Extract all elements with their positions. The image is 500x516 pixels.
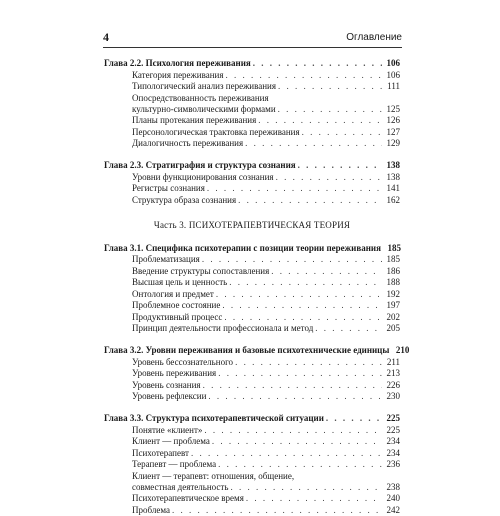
toc-entry[interactable]	[104, 300, 400, 311]
toc-page-number: 236	[386, 459, 400, 469]
toc-chapter-title: Глава 2.2. Психология переживания	[104, 58, 251, 68]
toc-page-number: 138	[386, 171, 400, 182]
toc-entry-title: Введение структуры сопоставления	[132, 265, 270, 276]
toc-chapter[interactable]	[104, 243, 400, 254]
toc-entry-title: Диалогичность переживания	[132, 138, 244, 148]
toc-entry-title: Персонологическая трактовка переживания	[132, 126, 300, 137]
toc-leader-dots	[278, 104, 382, 115]
toc-page-number: 111	[387, 81, 400, 91]
toc-entry[interactable]	[104, 312, 400, 323]
toc-entry[interactable]	[104, 323, 400, 334]
toc-leader-dots	[302, 127, 382, 138]
toc-entry[interactable]	[104, 115, 400, 126]
toc-page-number: 197	[386, 300, 400, 310]
toc-chapter-title: Глава 3.2. Уровни переживания и базовые психотехнические единицы	[104, 345, 390, 355]
toc-entry-title: Терапевт — проблема	[132, 459, 217, 469]
toc-leader-dots	[204, 425, 382, 436]
toc-page-number: 202	[386, 311, 400, 322]
toc-leader-dots	[253, 58, 382, 69]
toc-entry[interactable]	[104, 289, 400, 300]
toc-entry-title: Проблемное состояние	[132, 300, 221, 310]
toc-page-number: 240	[386, 493, 400, 503]
toc-chapter[interactable]	[104, 58, 400, 69]
toc-entry-multiline[interactable]	[104, 93, 400, 115]
toc-entry-title: Принцип деятельности профессионала и метод	[132, 323, 314, 333]
toc-page-number: 192	[386, 288, 400, 299]
toc-chapter-title: Глава 2.3. Стратиграфия и структура сознания	[104, 160, 296, 170]
toc-chapter-title: Глава 3.1. Специфика психотерапии с позиции теории переживания	[104, 242, 381, 253]
toc-entry-title: Клиент — проблема	[132, 436, 210, 446]
toc-entry-title: Уровень переживания	[132, 368, 217, 378]
toc-part-heading[interactable]: Часть 3. ПСИХОТЕРАПЕВТИЧЕСКАЯ ТЕОРИЯ	[153, 219, 351, 230]
toc-page-number: 185	[387, 242, 401, 253]
toc-page-number: 106	[386, 58, 400, 68]
toc-entry-title: Психотерапевт	[132, 447, 189, 458]
toc-entry-title: Категория переживания	[132, 69, 224, 80]
toc-page-number: 126	[386, 115, 400, 125]
running-title: Оглавление	[346, 32, 402, 43]
toc-leader-dots	[203, 380, 382, 391]
toc-page-number: 210	[395, 345, 410, 355]
toc-leader-dots	[230, 482, 382, 493]
toc-leader-dots	[276, 172, 382, 183]
toc-page-number: 234	[386, 447, 400, 458]
toc-entry[interactable]	[104, 357, 400, 368]
toc-leader-dots	[278, 81, 382, 92]
toc-chapter-title: Глава 3.3. Структура психотерапевтической ситуации	[104, 413, 324, 423]
toc-leader-dots	[229, 277, 382, 288]
toc-entry[interactable]	[104, 172, 400, 183]
toc-leader-dots	[222, 300, 382, 311]
toc-page-number: 186	[386, 265, 400, 276]
toc-leader-dots	[224, 312, 382, 323]
toc-page-number: 230	[386, 391, 400, 401]
toc-page-number: 185	[386, 254, 400, 264]
toc-chapter[interactable]	[104, 160, 400, 171]
toc-chapter[interactable]	[104, 345, 410, 356]
toc-entry-title: Уровень бессознательного	[132, 356, 234, 367]
toc-entry[interactable]	[104, 493, 400, 504]
toc-entry-title: Типологический анализ переживания	[132, 81, 277, 91]
toc-leader-dots	[235, 357, 382, 368]
toc-leader-dots	[216, 289, 382, 300]
toc-leader-dots	[238, 195, 382, 206]
toc-page-number: 238	[386, 481, 400, 492]
toc-leader-dots	[245, 138, 382, 149]
toc-page-number: 225	[386, 413, 400, 423]
toc-leader-dots	[212, 436, 382, 447]
toc-entry-title-line: совместная деятельность	[132, 481, 229, 492]
toc-page-number: 234	[386, 436, 400, 446]
toc-entry[interactable]	[104, 183, 400, 194]
toc-entry-title: Уровень сознания	[132, 379, 201, 390]
toc-entry-title: Планы протекания переживания	[132, 115, 257, 125]
toc-leader-dots	[258, 115, 382, 126]
toc-entry[interactable]	[104, 195, 400, 206]
toc-page-number: 225	[386, 424, 400, 435]
toc-entry[interactable]	[104, 368, 400, 379]
toc-leader-dots	[246, 493, 382, 504]
toc-entry-title: Уровни функционирования сознания	[132, 171, 274, 182]
toc-entry-title-line: Опосредствованность переживания	[132, 92, 269, 103]
toc-entry-title: Высшая цель и ценность	[132, 277, 228, 287]
toc-page-number: 138	[386, 160, 400, 170]
toc-page-number: 213	[386, 368, 400, 378]
toc-entry-title: Уровень рефлексии	[132, 391, 207, 401]
toc-page-number: 125	[386, 103, 400, 114]
toc-page-number: 242	[386, 504, 400, 515]
toc-leader-dots	[208, 391, 382, 402]
toc-page-number: 211	[386, 356, 400, 367]
toc-entry[interactable]	[104, 448, 400, 459]
toc-entry[interactable]	[104, 266, 400, 277]
page-number: 4	[103, 30, 109, 44]
toc-leader-dots	[172, 505, 382, 516]
toc-entry-title: Структура образа сознания	[132, 194, 237, 205]
toc-entry[interactable]	[104, 391, 400, 402]
toc-entry-title-line: культурно-символическими формами	[132, 103, 276, 114]
toc-page-number: 226	[386, 379, 400, 390]
toc-leader-dots	[226, 70, 383, 81]
toc-leader-dots	[315, 323, 382, 334]
toc-entry[interactable]	[104, 459, 400, 470]
toc-entry-title: Проблематизация	[132, 254, 200, 264]
toc-leader-dots	[191, 448, 382, 459]
toc-leader-dots	[202, 254, 382, 265]
toc-page-number: 129	[386, 138, 400, 148]
toc-chapter[interactable]	[104, 413, 400, 424]
table-of-contents	[104, 58, 410, 516]
toc-entry-title: Продуктивный процесс	[132, 311, 223, 322]
toc-page-number: 127	[386, 126, 400, 137]
toc-entry[interactable]	[104, 254, 400, 265]
toc-leader-dots	[207, 183, 382, 194]
toc-page-number: 205	[386, 323, 400, 333]
toc-leader-dots	[218, 459, 382, 470]
toc-page-number: 162	[386, 194, 400, 205]
header-rule	[103, 47, 402, 48]
toc-leader-dots	[271, 266, 382, 277]
toc-page-number: 106	[386, 69, 400, 80]
toc-entry[interactable]	[104, 81, 400, 92]
toc-entry[interactable]	[104, 70, 400, 81]
toc-entry[interactable]	[104, 138, 400, 149]
toc-entry-title: Психотерапевтическое время	[132, 493, 244, 503]
toc-leader-dots	[218, 368, 382, 379]
toc-entry-title: Регистры сознания	[132, 183, 205, 193]
toc-entry-title: Понятие «клиент»	[132, 424, 203, 435]
toc-entry-title: Проблема	[132, 504, 170, 515]
toc-entry[interactable]	[104, 277, 400, 288]
toc-entry-title: Онтология и предмет	[132, 288, 214, 299]
toc-leader-dots	[298, 160, 382, 171]
toc-entry[interactable]	[104, 380, 400, 391]
toc-leader-dots	[326, 413, 382, 424]
toc-page-number: 188	[386, 277, 400, 287]
toc-page-number: 141	[386, 183, 400, 193]
toc-entry-multiline[interactable]	[104, 471, 400, 493]
toc-entry[interactable]	[104, 425, 400, 436]
toc-entry[interactable]	[104, 505, 400, 516]
toc-entry-title-line: Клиент — терапевт: отношения, общение,	[132, 470, 295, 481]
toc-entry[interactable]	[104, 127, 400, 138]
toc-entry[interactable]	[104, 436, 400, 447]
